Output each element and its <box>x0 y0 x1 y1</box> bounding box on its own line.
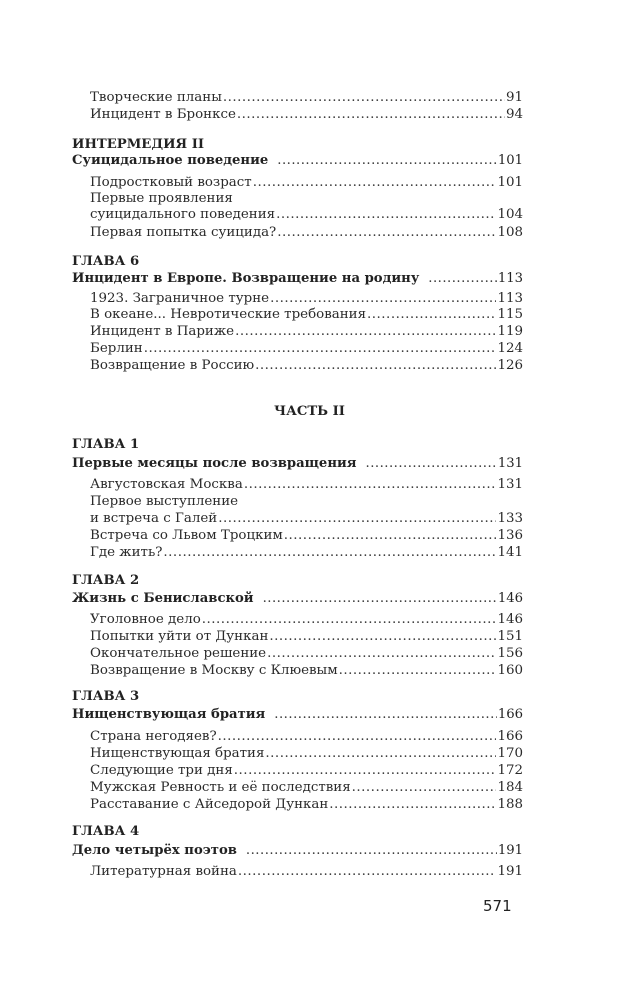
toc-section-entry <box>90 357 523 375</box>
entry-title: Нищенствующая братия <box>72 707 266 722</box>
entry-title: Первые проявления <box>90 191 233 206</box>
toc-chapter-entry <box>72 270 523 288</box>
entry-title: ГЛАВА 6 <box>72 254 140 269</box>
dot-leader <box>255 357 496 375</box>
toc-section-entry <box>90 544 523 562</box>
entry-title: В океане... Невротические требования <box>90 307 367 322</box>
toc-section-entry <box>90 779 523 797</box>
entry-page-number: 101 <box>497 175 523 190</box>
dot-leader <box>329 796 496 814</box>
entry-page-number: 151 <box>497 629 523 644</box>
entry-page-number: 160 <box>497 663 523 678</box>
dot-leader <box>218 510 496 528</box>
dot-leader <box>246 842 497 860</box>
chapter-heading <box>72 253 523 271</box>
entry-title: суицидального поведения <box>90 207 276 222</box>
entry-page-number: 115 <box>497 307 523 322</box>
entry-page-number: 141 <box>497 545 523 560</box>
toc-section-entry <box>90 224 523 242</box>
entry-page-number: 126 <box>497 358 523 373</box>
toc-section-entry <box>90 628 523 646</box>
dot-leader <box>277 224 496 242</box>
entry-title: Жизнь с Бениславской <box>72 591 254 606</box>
entry-page-number: 136 <box>497 528 523 543</box>
toc-section-entry <box>90 89 523 107</box>
dot-leader <box>277 152 497 170</box>
chapter-heading <box>72 436 523 454</box>
entry-title: Литературная война <box>90 864 237 879</box>
dot-leader <box>238 863 497 881</box>
entry-title: Окончательное решение <box>90 646 267 661</box>
entry-page-number: 170 <box>497 746 523 761</box>
entry-page-number: 133 <box>497 511 523 526</box>
entry-page-number: 113 <box>497 291 523 306</box>
dot-leader <box>144 340 497 358</box>
dot-leader <box>339 662 497 680</box>
entry-title: Нищенствующая братия <box>90 746 265 761</box>
dot-leader <box>163 544 496 562</box>
part-heading: ЧАСТЬ II <box>274 404 345 419</box>
toc-chapter-entry <box>72 152 523 170</box>
dot-leader <box>223 89 505 107</box>
entry-title: Августовская Москва <box>90 477 243 492</box>
chapter-heading <box>72 572 523 590</box>
dot-leader <box>267 645 496 663</box>
entry-title: ГЛАВА 1 <box>72 437 140 452</box>
entry-page-number: 166 <box>497 729 523 744</box>
entry-title: Дело четырёх поэтов <box>72 843 237 858</box>
entry-title: Инцидент в Париже <box>90 324 235 339</box>
entry-page-number: 191 <box>497 864 523 879</box>
entry-page-number: 156 <box>497 646 523 661</box>
entry-title: Мужская Ревность и её последствия <box>90 780 351 795</box>
dot-leader <box>276 206 496 224</box>
toc-section-entry <box>90 762 523 780</box>
entry-page-number: 101 <box>497 153 523 168</box>
entry-title: Берлин <box>90 341 143 356</box>
dot-leader <box>263 590 497 608</box>
entry-title: Творческие планы <box>90 90 222 105</box>
toc-chapter-entry <box>72 455 523 473</box>
entry-title: Возвращение в Россию <box>90 358 255 373</box>
toc-chapter-entry <box>72 842 523 860</box>
entry-page-number: 119 <box>497 324 523 339</box>
entry-page-number: 94 <box>505 107 523 122</box>
entry-page-number: 146 <box>497 612 523 627</box>
entry-title: Уголовное дело <box>90 612 201 627</box>
entry-page-number: 131 <box>497 477 523 492</box>
entry-page-number: 191 <box>497 843 523 858</box>
toc-section-entry <box>90 745 523 763</box>
dot-leader <box>428 270 497 288</box>
dot-leader <box>265 745 496 763</box>
entry-page-number: 188 <box>497 797 523 812</box>
entry-title: Инцидент в Европе. Возвращение на родину <box>72 271 420 286</box>
toc-section-entry <box>90 645 523 663</box>
toc-chapter-entry <box>72 706 523 724</box>
toc-section-entry <box>90 863 523 881</box>
entry-page-number: 113 <box>497 271 523 286</box>
dot-leader <box>244 476 497 494</box>
entry-page-number: 91 <box>505 90 523 105</box>
dot-leader <box>218 728 497 746</box>
toc-section-entry <box>90 106 523 124</box>
entry-title: ГЛАВА 2 <box>72 573 140 588</box>
dot-leader <box>234 762 497 780</box>
entry-title: ГЛАВА 4 <box>72 824 140 839</box>
entry-title: Расставание с Айседорой Дункан <box>90 797 329 812</box>
dot-leader <box>237 106 505 124</box>
entry-title: Где жить? <box>90 545 163 560</box>
entry-title: Попытки уйти от Дункан <box>90 629 269 644</box>
entry-title: ИНТЕРМЕДИЯ II <box>72 137 205 152</box>
entry-title: Встреча со Львом Троцким <box>90 528 283 543</box>
entry-page-number: 166 <box>497 707 523 722</box>
toc-section-entry <box>90 306 523 324</box>
entry-title: Подростковый возраст <box>90 175 252 190</box>
entry-page-number: 131 <box>497 456 523 471</box>
entry-title: Страна негодяев? <box>90 729 217 744</box>
toc-section-entry <box>90 728 523 746</box>
toc-chapter-entry <box>72 590 523 608</box>
dot-leader <box>367 306 496 324</box>
entry-title: Первое выступление <box>90 494 239 509</box>
entry-title: Следующие три дня <box>90 763 233 778</box>
entry-title: Первые месяцы после возвращения <box>72 456 357 471</box>
entry-page-number: 108 <box>497 225 523 240</box>
toc-section-entry <box>90 611 523 629</box>
entry-page-number: 146 <box>497 591 523 606</box>
toc-section-entry <box>90 323 523 341</box>
entry-page-number: 184 <box>497 780 523 795</box>
page-number: 571 <box>483 897 512 915</box>
toc-section-entry <box>90 796 523 814</box>
toc-section-entry <box>90 527 523 545</box>
entry-title: Возвращение в Москву с Клюевым <box>90 663 338 678</box>
toc-section-entry <box>90 662 523 680</box>
dot-leader <box>366 455 497 473</box>
dot-leader <box>269 628 496 646</box>
entry-title: и встреча с Галей <box>90 511 218 526</box>
entry-title: Инцидент в Бронксе <box>90 107 236 122</box>
dot-leader <box>284 527 497 545</box>
chapter-heading <box>72 688 523 706</box>
toc-section-entry <box>90 493 523 511</box>
dot-leader <box>235 323 496 341</box>
entry-title: Суицидальное поведение <box>72 153 269 168</box>
entry-title: ГЛАВА 3 <box>72 689 140 704</box>
entry-title: 1923. Заграничное турне <box>90 291 270 306</box>
entry-page-number: 124 <box>497 341 523 356</box>
toc-section-entry <box>90 206 523 224</box>
entry-page-number: 104 <box>497 207 523 222</box>
dot-leader <box>352 779 497 797</box>
entry-page-number: 172 <box>497 763 523 778</box>
toc-section-entry <box>90 340 523 358</box>
chapter-heading <box>72 823 523 841</box>
entry-title: Первая попытка суицида? <box>90 225 277 240</box>
toc-section-entry <box>90 510 523 528</box>
dot-leader <box>274 706 497 724</box>
dot-leader <box>202 611 497 629</box>
toc-section-entry <box>90 476 523 494</box>
